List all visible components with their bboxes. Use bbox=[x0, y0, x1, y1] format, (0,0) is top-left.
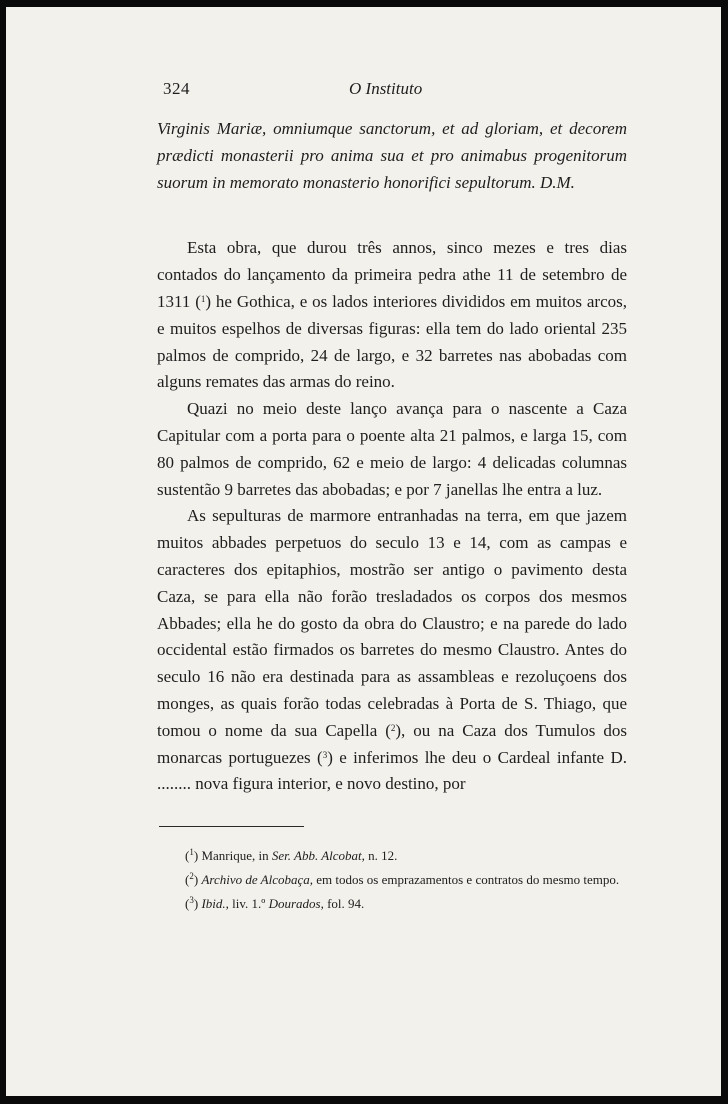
footnote-2: ($^2$) Archivo de Alcobaça, em todos os emprazamentos e contratos do mesmo tempo. bbox=[185, 871, 620, 887]
page-number: 324 bbox=[163, 79, 190, 98]
paragraph-3: As sepulturas de marmore entranhadas na terra, em que jazem muitos abbades perpetuos do seculo 13 e 14, com as campas e caracteres dos epitaphios, mostrão ser antigo o pavimento desta Caza, se para ella não forão tresladados os corpos dos mesmos Abbades; ella he do gosto da obra do Claustro; e na parede do lado occidental estão firmados os barretes do mesmo Claustro. Antes do seculo 16 não era destinada para as assambleas e rezoluçoens dos monges, as quais forão todas celebradas à Porta de S. Thiago, que tomou o nome da sua Capella ($^2$), ou na Caza dos Tumulos dos monarcas portuguezes ($^3$) e inferimos lhe deu o Cardeal infante D. ........ nova figura interior, e novo destino, por bbox=[157, 506, 627, 794]
paragraph-1: Esta obra, que durou três annos, sinco mezes e tres dias contados do lançamento da primeira pedra athe 11 de setembro de 1311 ($^1$) he Gothica, e os lados interiores divididos em muitos arcos, e muitos espelhos de diversas figuras: ella tem do lado oriental 235 palmos de comprido, 24 de largo, e 32 barretes nas abobadas com alguns remates das armas do reino. bbox=[157, 238, 627, 392]
note-ref-1: 1 bbox=[200, 293, 206, 304]
running-title: O Instituto bbox=[349, 79, 423, 98]
note-ref-3: 3 bbox=[322, 749, 328, 760]
latin-quote: Virginis Mariæ, omniumque sanctorum, et ad gloriam, et decorem prædicti monasterii pro anima sua et pro animabus progenitorum suorum in memorato monasterio honorifici sepultorum. D.M. bbox=[157, 119, 627, 192]
footnotes bbox=[157, 846, 627, 914]
note-ref-2: 2 bbox=[390, 722, 396, 733]
paragraph-2: Quazi no meio deste lanço avança para o nascente a Caza Capitular com a porta para o poente alta 21 palmos, e larga 15, com 80 palmos de comprido, 62 e meio de largo: 4 delicadas columnas sustentão 9 barretes das abobadas; e por 7 janellas lhe entra a luz. bbox=[157, 399, 627, 499]
body-text bbox=[157, 116, 627, 798]
footnote-divider bbox=[159, 826, 304, 827]
page-header bbox=[163, 79, 633, 101]
footnote-3: ($^3$) Ibid., liv. 1.º Dourados, fol. 94. bbox=[185, 895, 365, 911]
footnote-1: ($^1$) Manrique, in Ser. Abb. Alcobat, n. 12. bbox=[185, 847, 398, 863]
